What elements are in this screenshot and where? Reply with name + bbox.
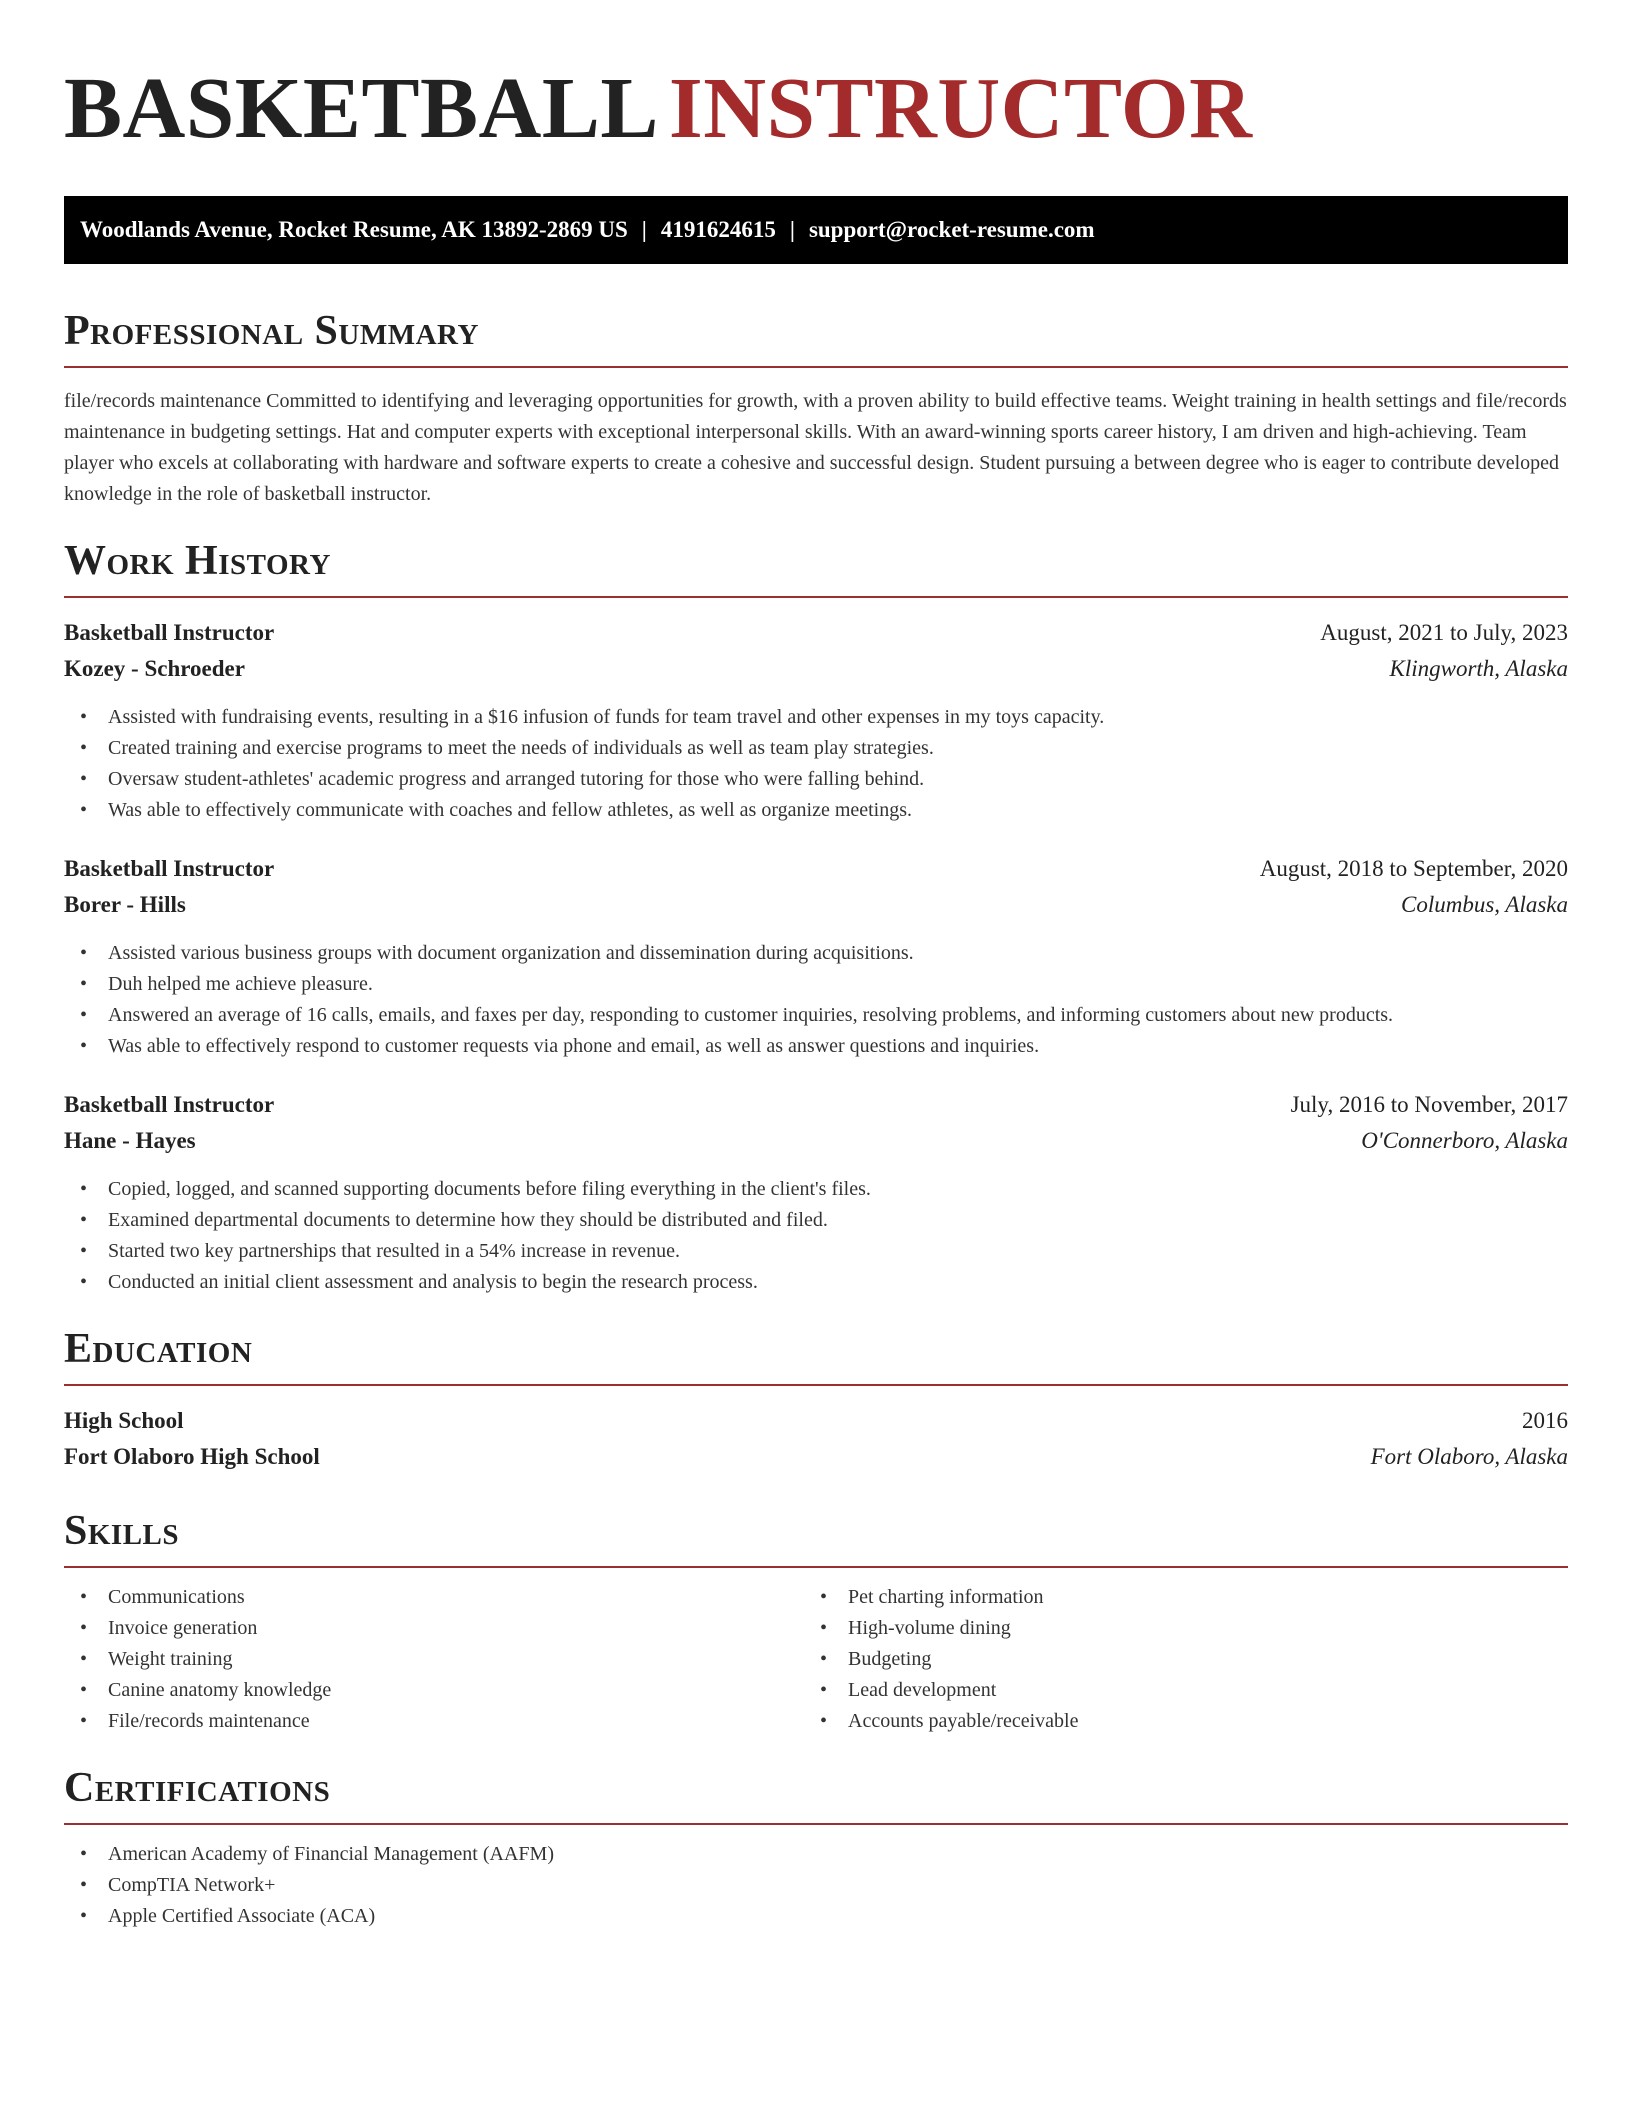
skills-column-left: [64, 1582, 804, 1737]
title-first-word: BASKETBALL: [64, 59, 659, 156]
job-entry: [64, 1092, 1568, 1298]
job-role: Basketball Instructor: [64, 620, 275, 645]
summary-text: file/records maintenance Committed to identifying and leveraging opportunities for growth, with a proven ability to build effective teams. Weight training in health settings and file/records maintenance in budgeting settings. Hat and computer experts with exceptional interpersonal skills. With an award-winning sports career history, I am driven and high-achieving. Team player who excels at collaborating with hardware and software experts to create a cohesive and successful design. Student pursuing a between degree who is eager to contribute developed knowledge in the role of basketball instructor.: [64, 390, 1567, 505]
job-company: Borer - Hills: [64, 892, 186, 917]
section-title-certifications: Certifications: [64, 1767, 1568, 1825]
certification-item: • CompTIA Network+: [64, 1870, 1568, 1901]
skill-item: • Communications: [64, 1582, 804, 1613]
job-entry: [64, 620, 1568, 826]
job-dates: August, 2018 to September, 2020: [1259, 856, 1568, 881]
skill-item: • Pet charting information: [804, 1582, 1544, 1613]
resume-title: [64, 59, 1568, 156]
job-bullet: • Conducted an initial client assessment and analysis to begin the research process.: [64, 1267, 1568, 1298]
skill-item: • Canine anatomy knowledge: [64, 1675, 804, 1706]
skill-item: • Invoice generation: [64, 1613, 804, 1644]
section-title-work-history: Work History: [64, 540, 1568, 598]
job-header-row: [64, 856, 1568, 892]
section-title-education: Education: [64, 1328, 1568, 1386]
education-location: Fort Olaboro, Alaska: [1370, 1444, 1568, 1469]
job-entry: [64, 856, 1568, 1062]
contact-phone: 4191624615: [660, 217, 776, 242]
education-school-row: [64, 1444, 1568, 1480]
education-entry: [64, 1408, 1568, 1480]
job-bullets: [64, 1174, 1568, 1298]
job-bullet: • Assisted with fundraising events, resulting in a $16 infusion of funds for team travel and other expenses in my toys capacity.: [64, 702, 1568, 733]
job-location: Klingworth, Alaska: [1389, 656, 1568, 681]
certification-item: • Apple Certified Associate (ACA): [64, 1901, 1568, 1932]
skills-list: [804, 1582, 1544, 1737]
job-bullet: • Answered an average of 16 calls, emails, and faxes per day, responding to customer inquiries, resolving problems, and informing customers about new products.: [64, 1000, 1568, 1031]
job-company: Kozey - Schroeder: [64, 656, 245, 681]
skill-item: • Budgeting: [804, 1644, 1544, 1675]
job-bullets: [64, 938, 1568, 1062]
job-company: Hane - Hayes: [64, 1128, 196, 1153]
job-bullet: • Duh helped me achieve pleasure.: [64, 969, 1568, 1000]
job-bullet: • Was able to effectively communicate with coaches and fellow athletes, as well as organize meetings.: [64, 795, 1568, 826]
skills-list: [64, 1582, 804, 1737]
skills-columns: [64, 1582, 1568, 1737]
skills-column-right: [804, 1582, 1544, 1737]
skill-item: • Lead development: [804, 1675, 1544, 1706]
contact-address: Woodlands Avenue, Rocket Resume, AK 13892-2869 US: [80, 217, 628, 242]
job-company-row: [64, 1128, 1568, 1164]
job-bullets: [64, 702, 1568, 826]
certification-item: • American Academy of Financial Management (AAFM): [64, 1839, 1568, 1870]
job-bullet: • Copied, logged, and scanned supporting documents before filing everything in the client's files.: [64, 1174, 1568, 1205]
job-bullet: • Started two key partnerships that resulted in a 54% increase in revenue.: [64, 1236, 1568, 1267]
skill-item: • File/records maintenance: [64, 1706, 804, 1737]
job-bullet: • Was able to effectively respond to customer requests via phone and email, as well as answer questions and inquiries.: [64, 1031, 1568, 1062]
job-role: Basketball Instructor: [64, 1092, 275, 1117]
skill-item: • Accounts payable/receivable: [804, 1706, 1544, 1737]
job-bullet: • Examined departmental documents to determine how they should be distributed and filed.: [64, 1205, 1568, 1236]
contact-bar: [64, 196, 1568, 264]
job-location: O'Connerboro, Alaska: [1361, 1128, 1568, 1153]
certifications-list: [64, 1839, 1568, 1932]
contact-separator: |: [641, 217, 647, 242]
job-bullet: • Oversaw student-athletes' academic progress and arranged tutoring for those who were falling behind.: [64, 764, 1568, 795]
section-title-skills: Skills: [64, 1510, 1568, 1568]
section-title-summary: Professional Summary: [64, 310, 1568, 368]
education-degree: High School: [64, 1408, 184, 1433]
job-role: Basketball Instructor: [64, 856, 275, 881]
education-header-row: [64, 1408, 1568, 1444]
job-company-row: [64, 656, 1568, 692]
job-location: Columbus, Alaska: [1401, 892, 1568, 917]
skill-item: • High-volume dining: [804, 1613, 1544, 1644]
job-bullet: • Assisted various business groups with document organization and dissemination during acquisitions.: [64, 938, 1568, 969]
education-school: Fort Olaboro High School: [64, 1444, 320, 1469]
education-year: 2016: [1522, 1408, 1568, 1433]
job-dates: August, 2021 to July, 2023: [1320, 620, 1568, 645]
contact-email: support@rocket-resume.com: [808, 217, 1095, 242]
job-bullet: • Created training and exercise programs to meet the needs of individuals as well as team play strategies.: [64, 733, 1568, 764]
job-header-row: [64, 620, 1568, 656]
title-last-word: INSTRUCTOR: [668, 59, 1253, 156]
job-dates: July, 2016 to November, 2017: [1290, 1092, 1568, 1117]
certifications-block: [64, 1839, 1568, 1932]
contact-separator: |: [789, 217, 795, 242]
skill-item: • Weight training: [64, 1644, 804, 1675]
job-company-row: [64, 892, 1568, 928]
job-header-row: [64, 1092, 1568, 1128]
